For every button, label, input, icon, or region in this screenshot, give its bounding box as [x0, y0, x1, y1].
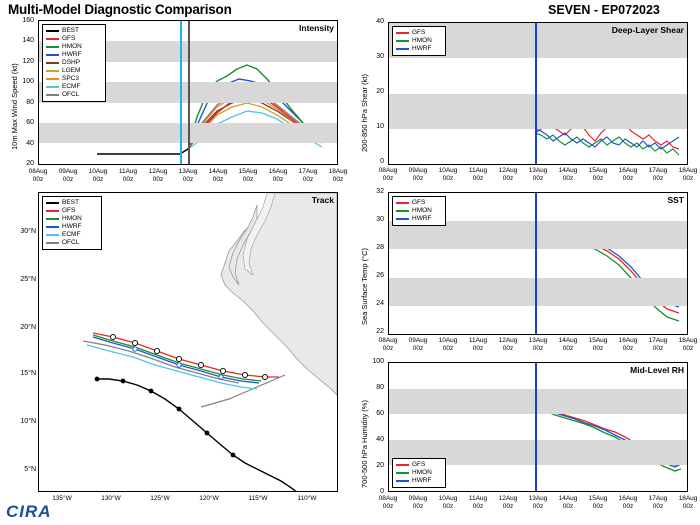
legend-swatch-ecmf — [46, 234, 59, 236]
legend-row — [396, 461, 442, 469]
cira-logo: CIRA — [6, 502, 52, 521]
intensity-panel — [38, 20, 338, 165]
sst-panel — [388, 192, 688, 335]
xtick: 130°W — [101, 495, 121, 502]
legend-swatch-ecmf — [46, 86, 59, 88]
rh-ylabel: 700-500 hPa Humidity (%) — [360, 400, 369, 488]
xtick: 18Aug 00z — [678, 495, 698, 510]
legend-row — [46, 231, 98, 239]
legend-swatch-ofcl — [46, 242, 59, 244]
xtick: 14Aug 00z — [558, 337, 578, 352]
xtick: 10Aug 00z — [88, 168, 108, 183]
xtick: 18Aug 00z — [678, 337, 698, 352]
ytick: 120 — [22, 58, 34, 65]
xtick: 14Aug 00z — [208, 168, 228, 183]
shear-ylabel: 200-850 hPa Shear (kt) — [360, 74, 369, 152]
ytick: 30 — [376, 53, 384, 60]
legend-row — [46, 223, 98, 231]
shade-band — [389, 389, 687, 415]
ytick: 60 — [26, 119, 34, 126]
legend-row — [46, 43, 102, 51]
xtick: 11Aug 00z — [118, 168, 138, 183]
legend-swatch-gfs — [396, 464, 409, 466]
ytick: 20 — [26, 160, 34, 167]
xtick: 15Aug 00z — [238, 168, 258, 183]
xtick: 11Aug 00z — [468, 495, 488, 510]
xtick: 17Aug 00z — [648, 337, 668, 352]
analysis-time-line-cyan — [180, 21, 182, 164]
legend-swatch-gfs — [46, 210, 59, 212]
legend-row — [46, 83, 102, 91]
legend-label: HWRF — [412, 215, 432, 222]
legend-swatch-hwrf — [396, 480, 409, 482]
xtick: 14Aug 00z — [558, 495, 578, 510]
shear-panel — [388, 22, 688, 165]
xtick: 12Aug 00z — [498, 337, 518, 352]
legend-row — [46, 67, 102, 75]
shear-plot — [389, 23, 687, 164]
legend-label: OFCL — [62, 239, 80, 246]
legend-swatch-best — [46, 202, 59, 204]
ytick: 40 — [376, 436, 384, 443]
ytick: 5°N — [24, 466, 36, 473]
xtick: 15Aug 00z — [588, 495, 608, 510]
xtick: 13Aug 00z — [528, 167, 548, 182]
legend-label: HMON — [412, 207, 432, 214]
ytick: 32 — [376, 188, 384, 195]
analysis-time-line — [535, 193, 537, 334]
xtick: 08Aug 00z — [378, 167, 398, 182]
rh-legend — [392, 458, 446, 488]
rh-plot — [389, 363, 687, 491]
legend-swatch-ofcl — [46, 94, 59, 96]
track-panel — [38, 192, 338, 492]
legend-swatch-hmon — [396, 210, 409, 212]
legend-swatch-best — [46, 30, 59, 32]
legend-label: HWRF — [62, 51, 82, 58]
legend-swatch-hmon — [396, 40, 409, 42]
analysis-time-line — [535, 23, 537, 164]
xtick: 13Aug 00z — [178, 168, 198, 183]
legend-row — [46, 35, 102, 43]
shade-band — [389, 94, 687, 129]
sst-ylabel: Sea Surface Temp (°C) — [360, 247, 369, 325]
intensity-panel-label: Intensity — [299, 23, 334, 33]
legend-label: SPC3 — [62, 75, 79, 82]
ytick: 20 — [376, 88, 384, 95]
xtick: 10Aug 00z — [438, 167, 458, 182]
xtick: 09Aug 00z — [408, 495, 428, 510]
legend-swatch-hwrf — [46, 54, 59, 56]
xtick: 12Aug 00z — [498, 495, 518, 510]
ytick: 22 — [376, 328, 384, 335]
legend-label: DSHP — [62, 59, 81, 66]
ytick: 30 — [376, 216, 384, 223]
legend-row — [396, 207, 442, 215]
ytick: 100 — [372, 358, 384, 365]
shade-band — [389, 278, 687, 306]
xtick: 08Aug 00z — [28, 168, 48, 183]
legend-row — [396, 199, 442, 207]
legend-row — [396, 37, 442, 45]
legend-row — [46, 199, 98, 207]
xtick: 125°W — [150, 495, 170, 502]
shear-panel-label: Deep-Layer Shear — [611, 25, 684, 35]
ytick: 28 — [376, 244, 384, 251]
legend-label: OFCL — [62, 91, 80, 98]
ytick: 15°N — [20, 370, 36, 377]
ytick: 140 — [22, 37, 34, 44]
legend-swatch-hwrf — [46, 226, 59, 228]
legend-row — [46, 59, 102, 67]
page-title: Multi-Model Diagnostic Comparison — [8, 2, 232, 17]
xtick: 14Aug 00z — [558, 167, 578, 182]
legend-label: HMON — [62, 215, 82, 222]
legend-swatch-dshp — [46, 62, 59, 64]
xtick: 17Aug 00z — [648, 167, 668, 182]
xtick: 17Aug 00z — [648, 495, 668, 510]
legend-row — [46, 75, 102, 83]
legend-swatch-spc3 — [46, 78, 59, 80]
legend-row — [46, 27, 102, 35]
legend-label: HMON — [412, 469, 432, 476]
xtick: 10Aug 00z — [438, 495, 458, 510]
legend-row — [396, 477, 442, 485]
xtick: 16Aug 00z — [618, 337, 638, 352]
xtick: 12Aug 00z — [498, 167, 518, 182]
legend-swatch-hmon — [46, 218, 59, 220]
legend-swatch-hwrf — [396, 218, 409, 220]
legend-row — [396, 215, 442, 223]
ytick: 24 — [376, 300, 384, 307]
analysis-time-line — [535, 363, 537, 491]
legend-swatch-hmon — [396, 472, 409, 474]
xtick: 18Aug 00z — [328, 168, 348, 183]
legend-swatch-gfs — [396, 32, 409, 34]
ytick: 0 — [380, 488, 384, 495]
ytick: 20 — [376, 462, 384, 469]
legend-label: HMON — [412, 37, 432, 44]
legend-swatch-hwrf — [396, 48, 409, 50]
xtick: 09Aug 00z — [58, 168, 78, 183]
shear-legend — [392, 26, 446, 56]
ytick: 30°N — [20, 228, 36, 235]
storm-title: SEVEN - EP072023 — [548, 3, 660, 17]
legend-swatch-lgem — [46, 70, 59, 72]
legend-row — [46, 91, 102, 99]
legend-label: HWRF — [62, 223, 82, 230]
legend-label: GFS — [62, 207, 76, 214]
xtick: 11Aug 00z — [468, 337, 488, 352]
xtick: 18Aug 00z — [678, 167, 698, 182]
legend-label: LGEM — [62, 67, 81, 74]
xtick: 08Aug 00z — [378, 495, 398, 510]
analysis-time-line-gray — [188, 21, 190, 164]
xtick: 11Aug 00z — [468, 167, 488, 182]
track-panel-label: Track — [311, 195, 334, 205]
ytick: 60 — [376, 410, 384, 417]
ytick: 80 — [376, 384, 384, 391]
legend-label: GFS — [412, 199, 426, 206]
ytick: 40 — [26, 140, 34, 147]
ytick: 0 — [380, 158, 384, 165]
legend-swatch-gfs — [396, 202, 409, 204]
legend-label: GFS — [412, 461, 426, 468]
xtick: 13Aug 00z — [528, 495, 548, 510]
sst-legend — [392, 196, 446, 226]
legend-label: BEST — [62, 27, 79, 34]
legend-label: GFS — [412, 29, 426, 36]
legend-label: GFS — [62, 35, 76, 42]
intensity-ylabel: 10m Max Wind Speed (kt) — [10, 63, 19, 150]
ytick: 160 — [22, 17, 34, 24]
legend-label: ECMF — [62, 231, 81, 238]
xtick: 16Aug 00z — [618, 167, 638, 182]
xtick: 115°W — [248, 495, 268, 502]
legend-swatch-gfs — [46, 38, 59, 40]
legend-label: HWRF — [412, 45, 432, 52]
legend-row — [46, 207, 98, 215]
xtick: 09Aug 00z — [408, 167, 428, 182]
legend-label: HWRF — [412, 477, 432, 484]
legend-label: ECMF — [62, 83, 81, 90]
legend-row — [396, 29, 442, 37]
legend-row — [396, 45, 442, 53]
ytick: 20°N — [20, 324, 36, 331]
xtick: 10Aug 00z — [438, 337, 458, 352]
sst-plot — [389, 193, 687, 334]
legend-row — [46, 51, 102, 59]
rh-panel-label: Mid-Level RH — [630, 365, 684, 375]
intensity-legend — [42, 24, 106, 102]
intensity-plot — [39, 21, 337, 164]
ytick: 10 — [376, 123, 384, 130]
xtick: 120°W — [199, 495, 219, 502]
legend-label: HMON — [62, 43, 82, 50]
xtick: 17Aug 00z — [298, 168, 318, 183]
ytick: 80 — [26, 99, 34, 106]
legend-swatch-hmon — [46, 46, 59, 48]
track-plot — [39, 193, 337, 491]
legend-label: BEST — [62, 199, 79, 206]
ytick: 10°N — [20, 418, 36, 425]
rh-panel — [388, 362, 688, 492]
xtick: 15Aug 00z — [588, 337, 608, 352]
xtick: 15Aug 00z — [588, 167, 608, 182]
ytick: 100 — [22, 78, 34, 85]
ytick: 40 — [376, 18, 384, 25]
xtick: 16Aug 00z — [618, 495, 638, 510]
legend-row — [46, 215, 98, 223]
sst-panel-label: SST — [667, 195, 684, 205]
ytick: 25°N — [20, 276, 36, 283]
xtick: 08Aug 00z — [378, 337, 398, 352]
xtick: 13Aug 00z — [528, 337, 548, 352]
ytick: 26 — [376, 272, 384, 279]
legend-row — [46, 239, 98, 247]
track-legend — [42, 196, 102, 250]
xtick: 09Aug 00z — [408, 337, 428, 352]
xtick: 135°W — [52, 495, 72, 502]
xtick: 110°W — [297, 495, 317, 502]
legend-row — [396, 469, 442, 477]
xtick: 16Aug 00z — [268, 168, 288, 183]
xtick: 12Aug 00z — [148, 168, 168, 183]
